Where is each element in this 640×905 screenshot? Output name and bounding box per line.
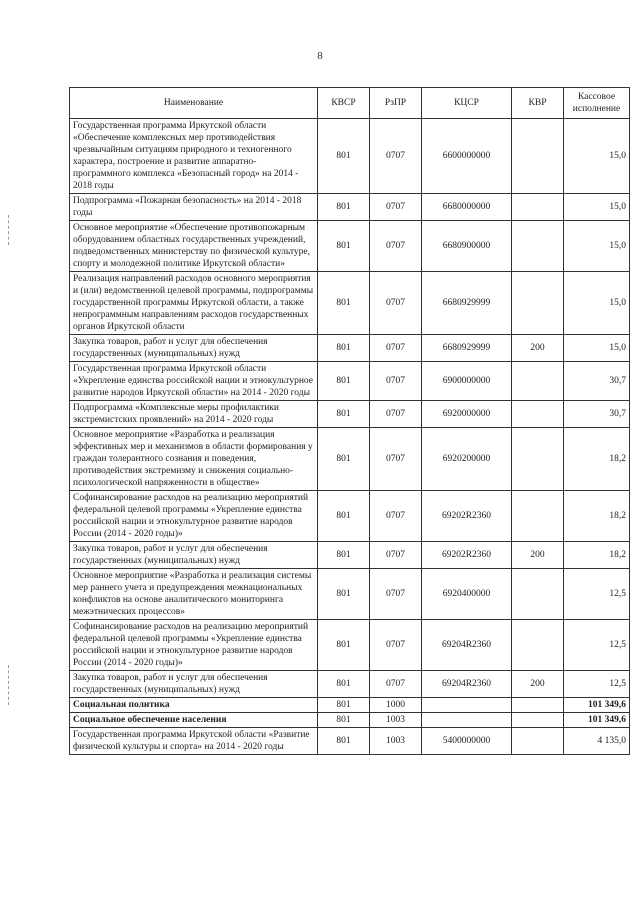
cell-kcsr: 69202R2360	[422, 491, 512, 542]
cell-kcsr: 6680929999	[422, 335, 512, 362]
table-row	[70, 119, 630, 194]
table-row	[70, 542, 630, 569]
table-row	[70, 335, 630, 362]
cell-name: Софинансирование расходов на реализацию мероприятий федеральной целевой программы «Укрепление единства российской нации и этнокультурное развитие народов России (2014 - 2020 годы)»	[70, 620, 318, 671]
header-rzpr: РзПР	[370, 88, 422, 119]
header-kvsr: КВСР	[318, 88, 370, 119]
cell-kvsr: 801	[318, 272, 370, 335]
cell-kvsr: 801	[318, 569, 370, 620]
cell-kvr	[512, 428, 564, 491]
cell-amount: 101 349,6	[564, 713, 630, 728]
cell-amount: 101 349,6	[564, 698, 630, 713]
cell-kvr	[512, 569, 564, 620]
cell-kvr	[512, 620, 564, 671]
cell-rzpr: 0707	[370, 221, 422, 272]
cell-kcsr: 69204R2360	[422, 671, 512, 698]
cell-kvr	[512, 272, 564, 335]
cell-amount: 18,2	[564, 428, 630, 491]
table-body	[70, 119, 630, 755]
cell-kvr: 200	[512, 335, 564, 362]
cell-kvr	[512, 119, 564, 194]
table-row	[70, 698, 630, 713]
cell-amount: 30,7	[564, 362, 630, 401]
cell-name: Реализация направлений расходов основного мероприятия и (или) ведомственной целевой программы, подпрограммы государственной программы Иркутской области, а также непрограммным направлениям расходов государственных органов Иркутской области	[70, 272, 318, 335]
cell-kvr	[512, 728, 564, 755]
cell-kcsr: 6680929999	[422, 272, 512, 335]
cell-rzpr: 0707	[370, 272, 422, 335]
cell-rzpr: 0707	[370, 491, 422, 542]
cell-rzpr: 0707	[370, 569, 422, 620]
cell-kvsr: 801	[318, 335, 370, 362]
cell-kcsr: 6920400000	[422, 569, 512, 620]
cell-kcsr	[422, 713, 512, 728]
page-number: 8	[317, 50, 323, 62]
cell-kvsr: 801	[318, 428, 370, 491]
cell-amount: 30,7	[564, 401, 630, 428]
cell-kvr	[512, 713, 564, 728]
cell-kcsr: 6920000000	[422, 401, 512, 428]
header-name: Наименование	[70, 88, 318, 119]
cell-name: Государственная программа Иркутской области «Укрепление единства российской нации и этнокультурное развитие народов Иркутской области» на 2014 - 2020 годы	[70, 362, 318, 401]
cell-name: Государственная программа Иркутской области «Обеспечение комплексных мер противодействия чрезвычайным ситуациям природного и техногенного характера, построение и развитие аппаратно-программного комплекса «Безопасный город» на 2014 - 2018 годы	[70, 119, 318, 194]
cell-rzpr: 0707	[370, 401, 422, 428]
cell-name: Социальная политика	[70, 698, 318, 713]
cell-name: Подпрограмма «Комплексные меры профилактики экстремистских проявлений» на 2014 - 2020 годы	[70, 401, 318, 428]
cell-kvr: 200	[512, 671, 564, 698]
cell-kvr	[512, 362, 564, 401]
cell-amount: 12,5	[564, 620, 630, 671]
cell-name: Подпрограмма «Пожарная безопасность» на 2014 - 2018 годы	[70, 194, 318, 221]
cell-kvr: 200	[512, 542, 564, 569]
cell-name: Закупка товаров, работ и услуг для обеспечения государственных (муниципальных) нужд	[70, 671, 318, 698]
cell-name: Государственная программа Иркутской области «Развитие физической культуры и спорта» на 2014 - 2020 годы	[70, 728, 318, 755]
cell-kvsr: 801	[318, 713, 370, 728]
cell-kcsr: 6680900000	[422, 221, 512, 272]
cell-kvsr: 801	[318, 728, 370, 755]
header-kvr: КВР	[512, 88, 564, 119]
cell-kvr	[512, 221, 564, 272]
table-row	[70, 713, 630, 728]
cell-amount: 4 135,0	[564, 728, 630, 755]
cell-name: Социальное обеспечение населения	[70, 713, 318, 728]
cell-kvsr: 801	[318, 362, 370, 401]
header-amount: Кассовое исполнение	[564, 88, 630, 119]
cell-amount: 18,2	[564, 491, 630, 542]
cell-kcsr: 5400000000	[422, 728, 512, 755]
cell-kvr	[512, 194, 564, 221]
cell-kvsr: 801	[318, 119, 370, 194]
cell-rzpr: 0707	[370, 620, 422, 671]
table-row	[70, 272, 630, 335]
cell-amount: 15,0	[564, 272, 630, 335]
cell-kcsr: 69202R2360	[422, 542, 512, 569]
cell-kvsr: 801	[318, 542, 370, 569]
cell-amount: 12,5	[564, 569, 630, 620]
cell-rzpr: 1000	[370, 698, 422, 713]
cell-amount: 15,0	[564, 221, 630, 272]
cell-kvr	[512, 401, 564, 428]
cell-amount: 15,0	[564, 335, 630, 362]
table-row	[70, 428, 630, 491]
cell-kvsr: 801	[318, 221, 370, 272]
cell-rzpr: 0707	[370, 671, 422, 698]
table-row	[70, 221, 630, 272]
cell-rzpr: 0707	[370, 119, 422, 194]
header-kcsr: КЦСР	[422, 88, 512, 119]
table-row	[70, 569, 630, 620]
cell-kcsr: 6680000000	[422, 194, 512, 221]
cell-kvsr: 801	[318, 671, 370, 698]
cell-rzpr: 0707	[370, 194, 422, 221]
cell-amount: 15,0	[564, 194, 630, 221]
cell-rzpr: 0707	[370, 335, 422, 362]
cell-rzpr: 0707	[370, 428, 422, 491]
cell-name: Основное мероприятие «Разработка и реализация эффективных мер и механизмов в области формирования у граждан толерантного сознания и поведения, противодействия экстремизму и снижения социально-психологической напряженности в обществе»	[70, 428, 318, 491]
table-row	[70, 728, 630, 755]
table-row	[70, 491, 630, 542]
table-row	[70, 362, 630, 401]
cell-amount: 12,5	[564, 671, 630, 698]
binding-margin-mark	[8, 665, 10, 705]
cell-rzpr: 0707	[370, 362, 422, 401]
table-header-row	[70, 88, 630, 119]
cell-rzpr: 1003	[370, 713, 422, 728]
cell-kvsr: 801	[318, 491, 370, 542]
cell-name: Закупка товаров, работ и услуг для обеспечения государственных (муниципальных) нужд	[70, 335, 318, 362]
cell-kcsr	[422, 698, 512, 713]
table-row	[70, 620, 630, 671]
cell-kvsr: 801	[318, 401, 370, 428]
cell-kvsr: 801	[318, 620, 370, 671]
cell-amount: 15,0	[564, 119, 630, 194]
cell-name: Закупка товаров, работ и услуг для обеспечения государственных (муниципальных) нужд	[70, 542, 318, 569]
cell-kvr	[512, 491, 564, 542]
cell-kvr	[512, 698, 564, 713]
cell-rzpr: 0707	[370, 542, 422, 569]
cell-kcsr: 69204R2360	[422, 620, 512, 671]
table-row	[70, 401, 630, 428]
table-row	[70, 194, 630, 221]
cell-name: Основное мероприятие «Обеспечение противопожарным оборудованием областных государственных учреждений, подведомственных министерству по физической культуре, спорту и молодежной политике Иркутской области»	[70, 221, 318, 272]
cell-kcsr: 6900000000	[422, 362, 512, 401]
cell-amount: 18,2	[564, 542, 630, 569]
binding-margin-mark	[8, 215, 10, 245]
cell-name: Софинансирование расходов на реализацию мероприятий федеральной целевой программы «Укрепление единства российской нации и этнокультурное развитие народов России (2014 - 2020 годы)»	[70, 491, 318, 542]
cell-rzpr: 1003	[370, 728, 422, 755]
cell-kcsr: 6920200000	[422, 428, 512, 491]
table-row	[70, 671, 630, 698]
cell-kcsr: 6600000000	[422, 119, 512, 194]
cell-name: Основное мероприятие «Разработка и реализация системы мер раннего учета и предупреждения межнациональных конфликтов на основе аналитического мониторинга межэтнических процессов»	[70, 569, 318, 620]
cell-kvsr: 801	[318, 194, 370, 221]
cell-kvsr: 801	[318, 698, 370, 713]
budget-table	[69, 87, 630, 755]
